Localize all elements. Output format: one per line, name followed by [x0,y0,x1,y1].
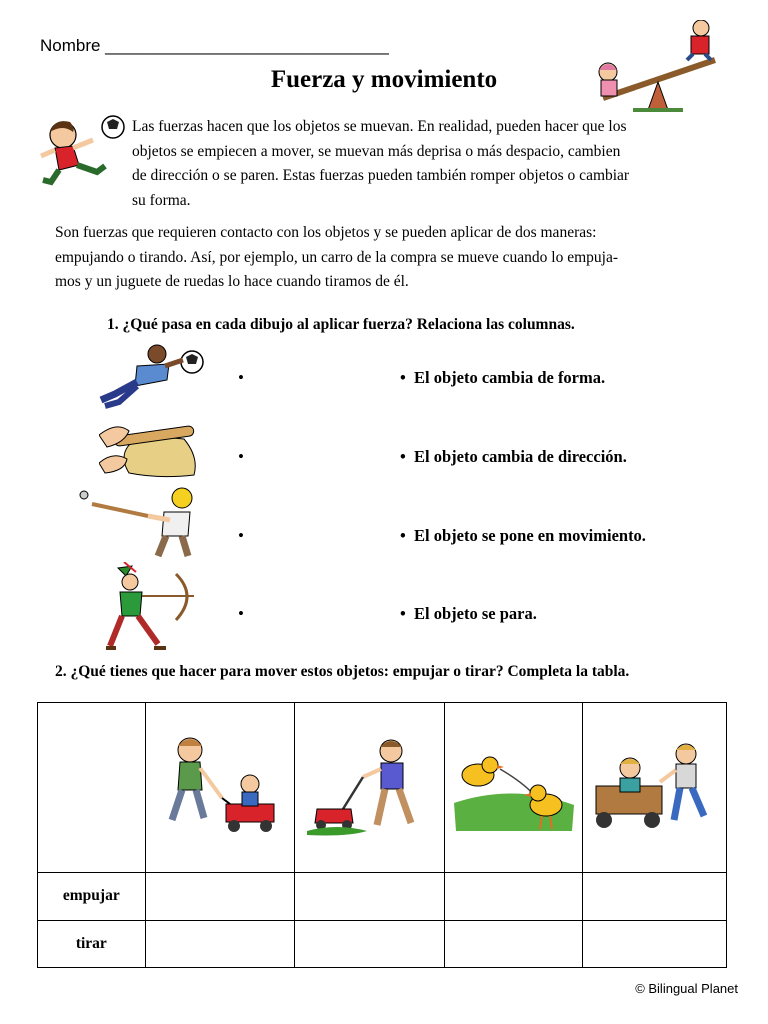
answer-cell[interactable] [295,920,445,967]
match-bullet-right: • [400,526,406,545]
baseball-batter-illustration [78,486,203,558]
rolling-dough-illustration [99,417,204,482]
copyright-footer: © Bilingual Planet [635,981,738,996]
boy-pulling-wagon-illustration [160,728,280,848]
row-label-push: empujar [38,873,146,920]
match-option-label: El objeto cambia de forma. [414,368,606,387]
soccer-kid-illustration [35,110,130,195]
boy-pushing-lawnmower-cell [295,703,445,873]
contact-line: empujando o tirando. Así, por ejemplo, un carro de la compra se mueve cuando lo empuja- [55,248,618,266]
answer-cell[interactable] [145,873,295,920]
boys-pushing-go-kart-cell [583,703,727,873]
table-row [38,703,727,873]
contact-line: mos y un juguete de ruedas lo hace cuando tiramos de él. [55,273,409,290]
archer-illustration [106,562,201,654]
answer-cell[interactable] [445,920,583,967]
match-option[interactable] [400,526,646,546]
contact-paragraph [55,221,703,295]
push-pull-table [37,702,727,968]
contact-line: Son fuerzas que requieren contacto con los objetos y se pueden aplicar de dos maneras: [55,224,597,241]
match-option-label: El objeto se para. [414,604,537,623]
match-option-label: El objeto cambia de dirección. [414,447,627,466]
match-bullet-right: • [400,604,406,623]
match-bullet-left[interactable]: • [238,447,244,466]
boy-pulling-wagon-cell [145,703,295,873]
row-label-pull: tirar [38,920,146,967]
name-field[interactable]: Nombre ______________________________ [40,36,389,55]
answer-cell[interactable] [445,873,583,920]
duck-pulling-toy-duck-illustration [454,743,574,833]
table-row [38,873,727,920]
match-option[interactable] [400,604,537,624]
match-bullet-left[interactable]: • [238,604,244,623]
answer-cell[interactable] [583,920,727,967]
intro-line: objetos se empiecen a mover, se muevan más deprisa o más despacio, cambien [132,142,621,160]
answer-cell[interactable] [583,873,727,920]
match-bullet-right: • [400,368,406,387]
intro-paragraph [132,115,702,213]
match-option-label: El objeto se pone en movimiento. [414,526,646,545]
page-title: Fuerza y movimiento [270,66,498,93]
intro-line: de dirección o se paren. Estas fuerzas pueden también romper objetos o cambiar [132,167,630,184]
question-2-title: 2. ¿Qué tienes que hacer para mover estos objetos: empujar o tirar? Completa la tabla. [55,663,630,680]
duck-pulling-toy-duck-cell [445,703,583,873]
question-1-title: 1. ¿Qué pasa en cada dibujo al aplicar fuerza? Relaciona las columnas. [107,316,575,333]
match-bullet-right: • [400,447,406,466]
boys-pushing-go-kart-illustration [590,740,720,835]
table-cell-empty [38,703,146,873]
match-bullet-left[interactable]: • [238,368,244,387]
seesaw-illustration [593,20,723,115]
boy-pushing-lawnmower-illustration [307,733,432,843]
match-option[interactable] [400,368,605,388]
answer-cell[interactable] [295,873,445,920]
match-option[interactable] [400,447,627,467]
intro-line: su forma. [132,191,191,209]
intro-line: Las fuerzas hacen que los objetos se muevan. En realidad, pueden hacer que los [132,118,627,135]
flying-goalkeeper-illustration [97,342,209,410]
match-bullet-left[interactable]: • [238,526,244,545]
table-row [38,920,727,967]
answer-cell[interactable] [145,920,295,967]
